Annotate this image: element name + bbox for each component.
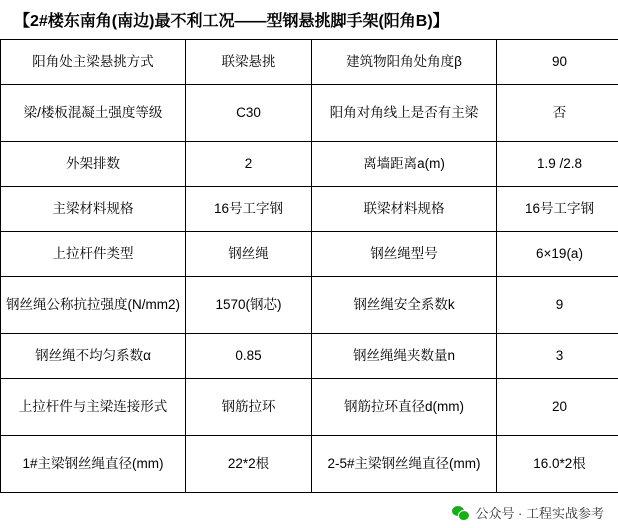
cell-value: 2	[186, 142, 312, 187]
table-row	[1, 85, 618, 142]
cell-value: 联梁悬挑	[186, 40, 312, 85]
table-row	[1, 232, 618, 277]
cell-label: 1#主梁钢丝绳直径(mm)	[1, 436, 186, 493]
cell-label: 主梁材料规格	[1, 187, 186, 232]
table-row	[1, 142, 618, 187]
table-row	[1, 277, 618, 334]
cell-label: 钢丝绳安全系数k	[312, 277, 497, 334]
table-row	[1, 187, 618, 232]
table-row	[1, 40, 618, 85]
cell-label: 钢丝绳型号	[312, 232, 497, 277]
cell-value: 16号工字钢	[497, 187, 618, 232]
cell-value: 9	[497, 277, 618, 334]
cell-value: 22*2根	[186, 436, 312, 493]
cell-label: 离墙距离a(m)	[312, 142, 497, 187]
cell-value: 6×19(a)	[497, 232, 618, 277]
cell-value: 1570(钢芯)	[186, 277, 312, 334]
cell-label: 阳角对角线上是否有主梁	[312, 85, 497, 142]
cell-value: 1.9 /2.8	[497, 142, 618, 187]
cell-value: 3	[497, 334, 618, 379]
cell-value: C30	[186, 85, 312, 142]
cell-value: 16号工字钢	[186, 187, 312, 232]
table-row	[1, 334, 618, 379]
cell-label: 梁/楼板混凝土强度等级	[1, 85, 186, 142]
cell-label: 钢筋拉环直径d(mm)	[312, 379, 497, 436]
cell-value: 16.0*2根	[497, 436, 618, 493]
cell-label: 外架排数	[1, 142, 186, 187]
watermark-text: 公众号 · 工程实战参考	[475, 506, 604, 521]
table-row	[1, 436, 618, 493]
cell-value: 20	[497, 379, 618, 436]
cell-value: 钢丝绳	[186, 232, 312, 277]
cell-value: 钢筋拉环	[186, 379, 312, 436]
cell-label: 钢丝绳绳夹数量n	[312, 334, 497, 379]
page-title: 【2#楼东南角(南边)最不利工况——型钢悬挑脚手架(阳角B)】	[14, 13, 449, 30]
spec-table	[0, 39, 618, 493]
wechat-icon	[452, 506, 469, 520]
table-row	[1, 379, 618, 436]
cell-label: 上拉杆件类型	[1, 232, 186, 277]
cell-label: 联梁材料规格	[312, 187, 497, 232]
cell-label: 阳角处主梁悬挑方式	[1, 40, 186, 85]
cell-value: 90	[497, 40, 618, 85]
cell-label: 钢丝绳公称抗拉强度(N/mm2)	[1, 277, 186, 334]
cell-label: 2-5#主梁钢丝绳直径(mm)	[312, 436, 497, 493]
cell-label: 上拉杆件与主梁连接形式	[1, 379, 186, 436]
cell-value: 否	[497, 85, 618, 142]
cell-label: 钢丝绳不均匀系数α	[1, 334, 186, 379]
watermark-footer	[452, 503, 604, 522]
cell-value: 0.85	[186, 334, 312, 379]
cell-label: 建筑物阳角处角度β	[312, 40, 497, 85]
spec-table-body	[1, 40, 618, 493]
